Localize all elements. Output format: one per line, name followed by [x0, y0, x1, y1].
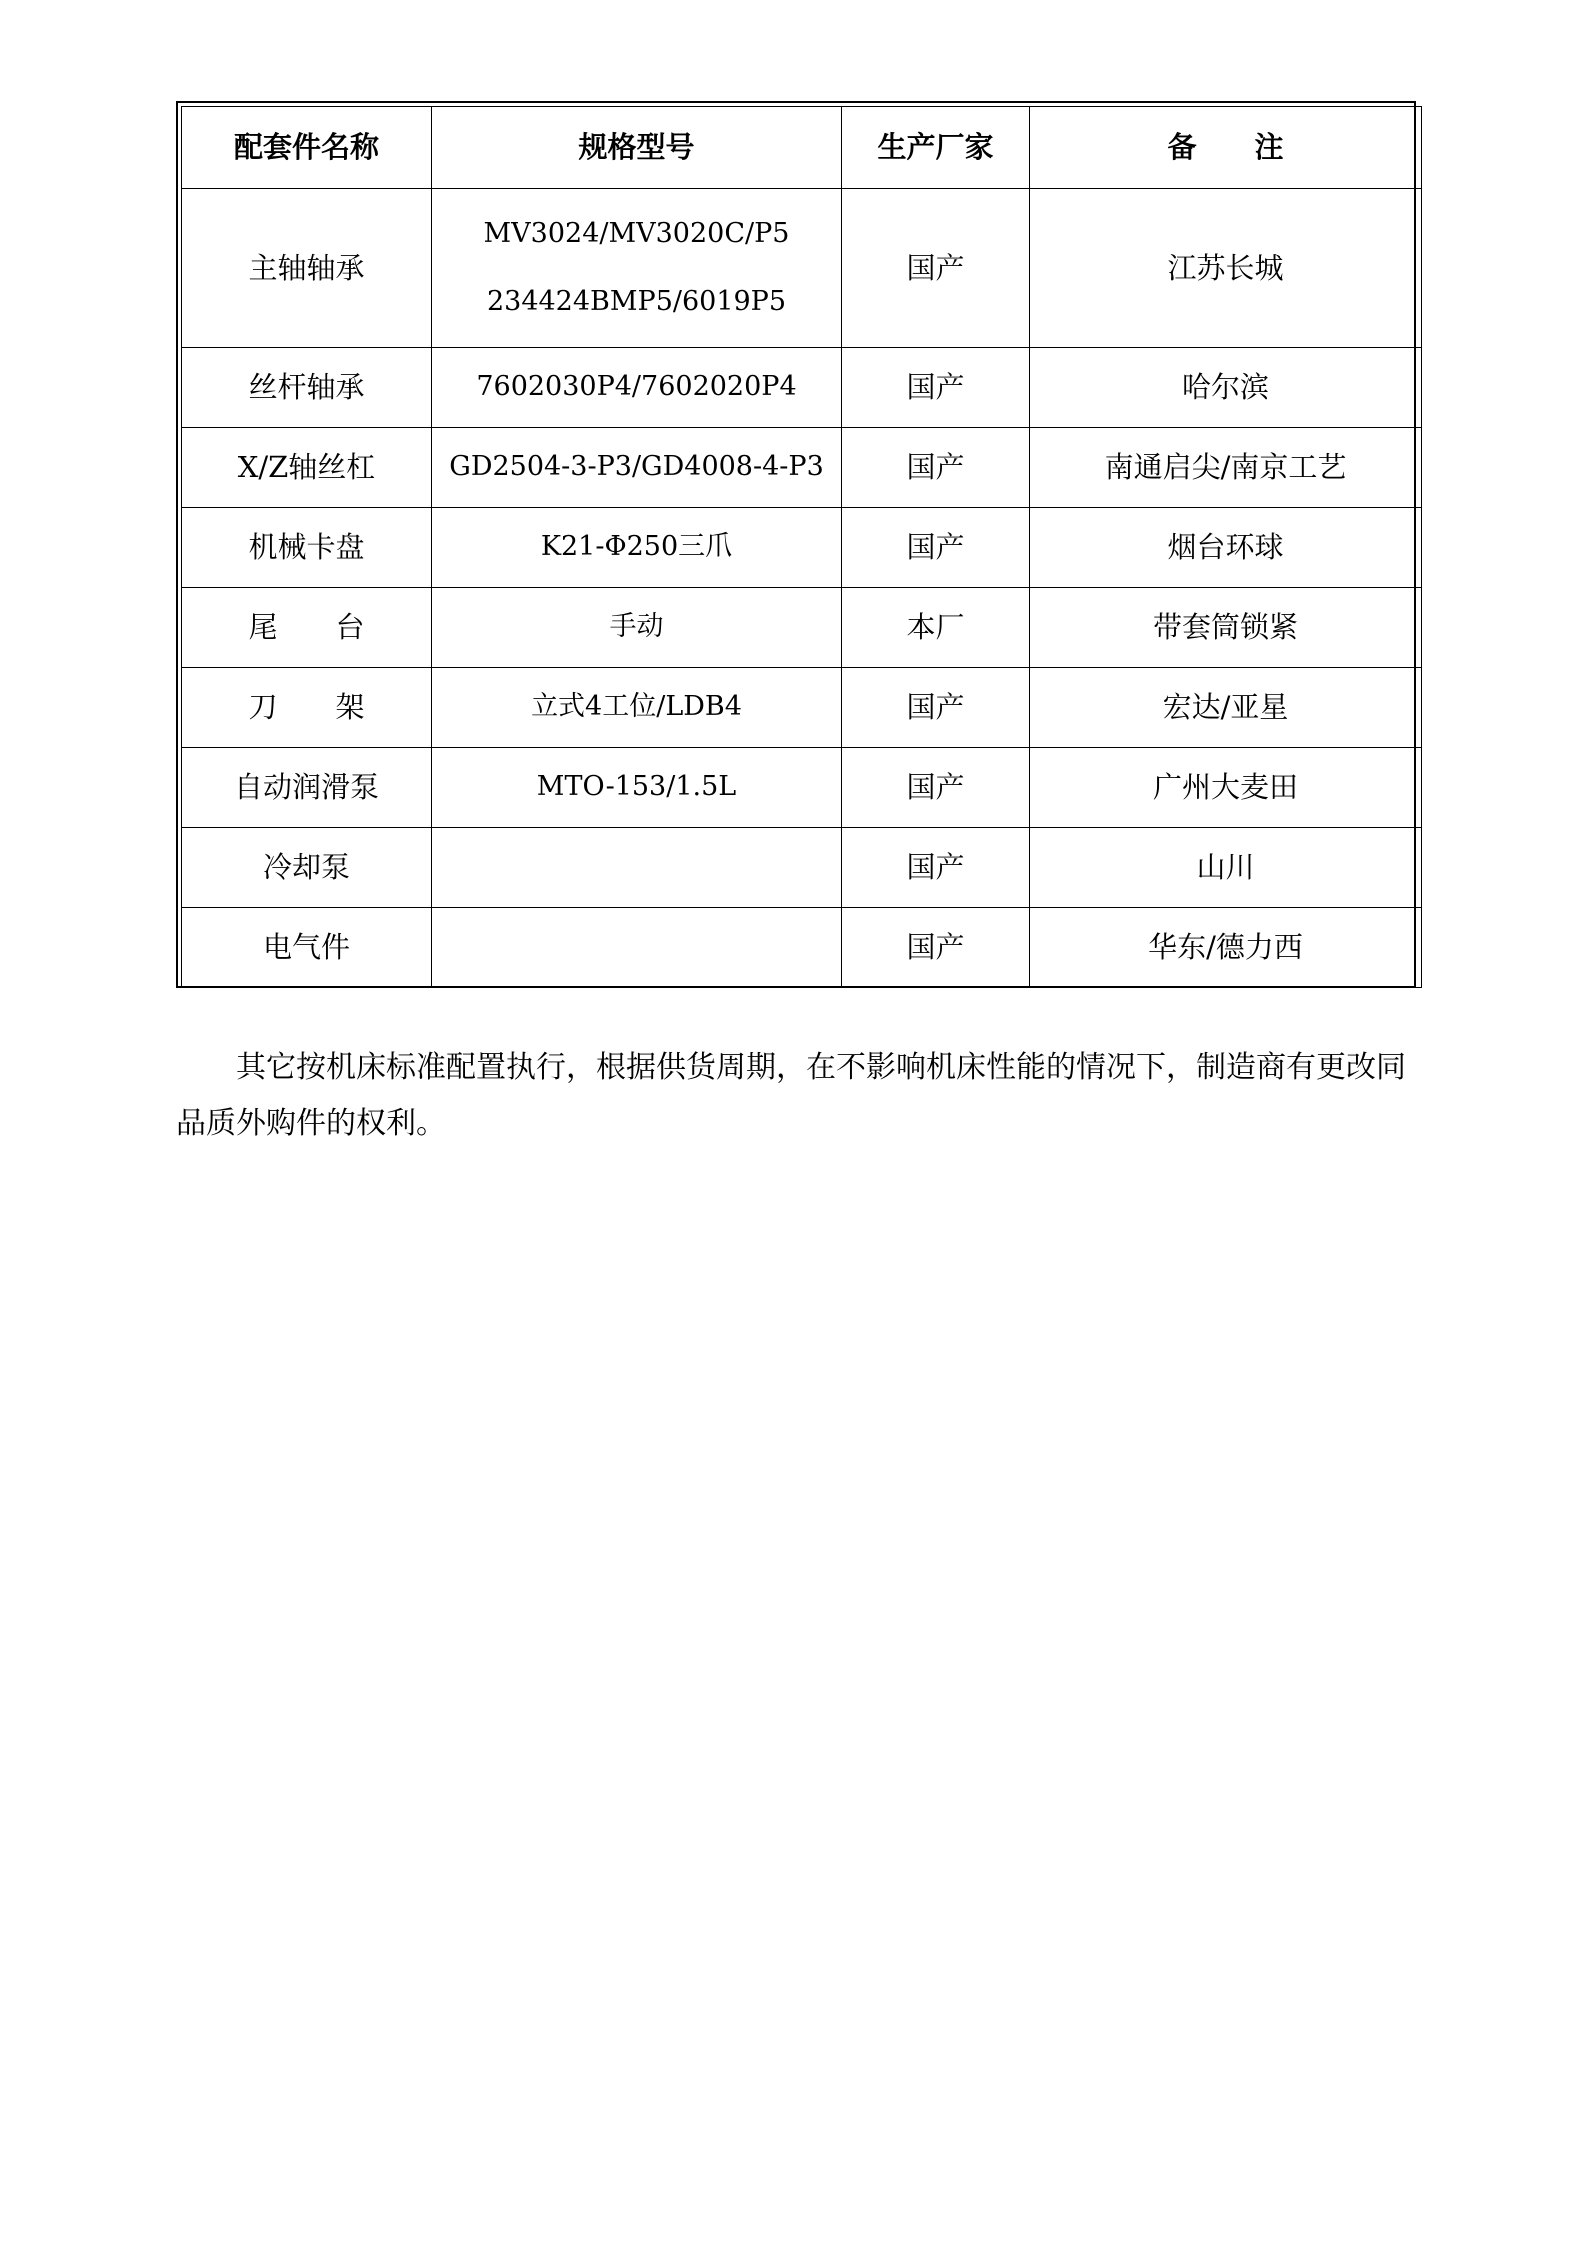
cell-maker: 国产: [842, 908, 1030, 988]
cell-note: 宏达/亚星: [1030, 668, 1422, 748]
spec-line: MTO-153/1.5L: [536, 771, 737, 803]
cell-note: 烟台环球: [1030, 508, 1422, 588]
cell-maker: 本厂: [842, 588, 1030, 668]
cell-spec: [432, 588, 842, 668]
cell-note: 山川: [1030, 828, 1422, 908]
cell-note: 带套筒锁紧: [1030, 588, 1422, 668]
spec-line: MV3024/MV3020C/P5: [483, 217, 790, 249]
spec-line: 7602030P4/7602020P4: [476, 371, 797, 403]
table-row: [182, 828, 1422, 908]
cell-name: 电气件: [182, 908, 432, 988]
header-name: 配套件名称: [182, 107, 432, 189]
cell-name: 尾 台: [182, 588, 432, 668]
cell-maker: 国产: [842, 189, 1030, 348]
cell-name: 自动润滑泵: [182, 748, 432, 828]
cell-note: 华东/德力西: [1030, 908, 1422, 988]
cell-spec: [432, 428, 842, 508]
spec-line: 手动: [609, 611, 664, 643]
cell-name: 主轴轴承: [182, 189, 432, 348]
table-row: [182, 348, 1422, 428]
cell-name: X/Z轴丝杠: [182, 428, 432, 508]
cell-spec: [432, 348, 842, 428]
table-row: [182, 588, 1422, 668]
cell-maker: 国产: [842, 748, 1030, 828]
cell-spec: [432, 828, 842, 908]
spec-line: 立式4工位/LDB4: [531, 691, 742, 723]
spec-line: K21-Φ250三爪: [540, 531, 733, 563]
table-row: [182, 748, 1422, 828]
cell-note: 哈尔滨: [1030, 348, 1422, 428]
header-maker: 生产厂家: [842, 107, 1030, 189]
cell-note: 广州大麦田: [1030, 748, 1422, 828]
cell-spec: [432, 748, 842, 828]
header-spec: 规格型号: [432, 107, 842, 189]
cell-note: 南通启尖/南京工艺: [1030, 428, 1422, 508]
spec-line: 234424BMP5/6019P5: [486, 286, 787, 317]
table-row: [182, 189, 1422, 348]
table-header-row: [182, 107, 1422, 189]
cell-name: 丝杆轴承: [182, 348, 432, 428]
cell-note: 江苏长城: [1030, 189, 1422, 348]
cell-name: 冷却泵: [182, 828, 432, 908]
accessory-spec-table: [181, 106, 1422, 988]
cell-maker: 国产: [842, 428, 1030, 508]
table-row: [182, 668, 1422, 748]
cell-spec: [432, 189, 842, 348]
cell-maker: 国产: [842, 348, 1030, 428]
table-row: [182, 908, 1422, 988]
header-note: 备 注: [1030, 107, 1422, 189]
cell-maker: 国产: [842, 508, 1030, 588]
spec-line: GD2504-3-P3/GD4008-4-P3: [449, 451, 824, 483]
cell-name: 机械卡盘: [182, 508, 432, 588]
cell-maker: 国产: [842, 668, 1030, 748]
cell-name: 刀 架: [182, 668, 432, 748]
cell-spec: [432, 908, 842, 988]
table-row: [182, 508, 1422, 588]
cell-maker: 国产: [842, 828, 1030, 908]
accessory-table-frame: [176, 101, 1416, 988]
footnote-paragraph: 其它按机床标准配置执行，根据供货周期，在不影响机床性能的情况下，制造商有更改同品质外购件的权利。: [176, 1050, 1406, 1141]
cell-spec: [432, 508, 842, 588]
cell-spec: [432, 668, 842, 748]
table-row: [182, 428, 1422, 508]
